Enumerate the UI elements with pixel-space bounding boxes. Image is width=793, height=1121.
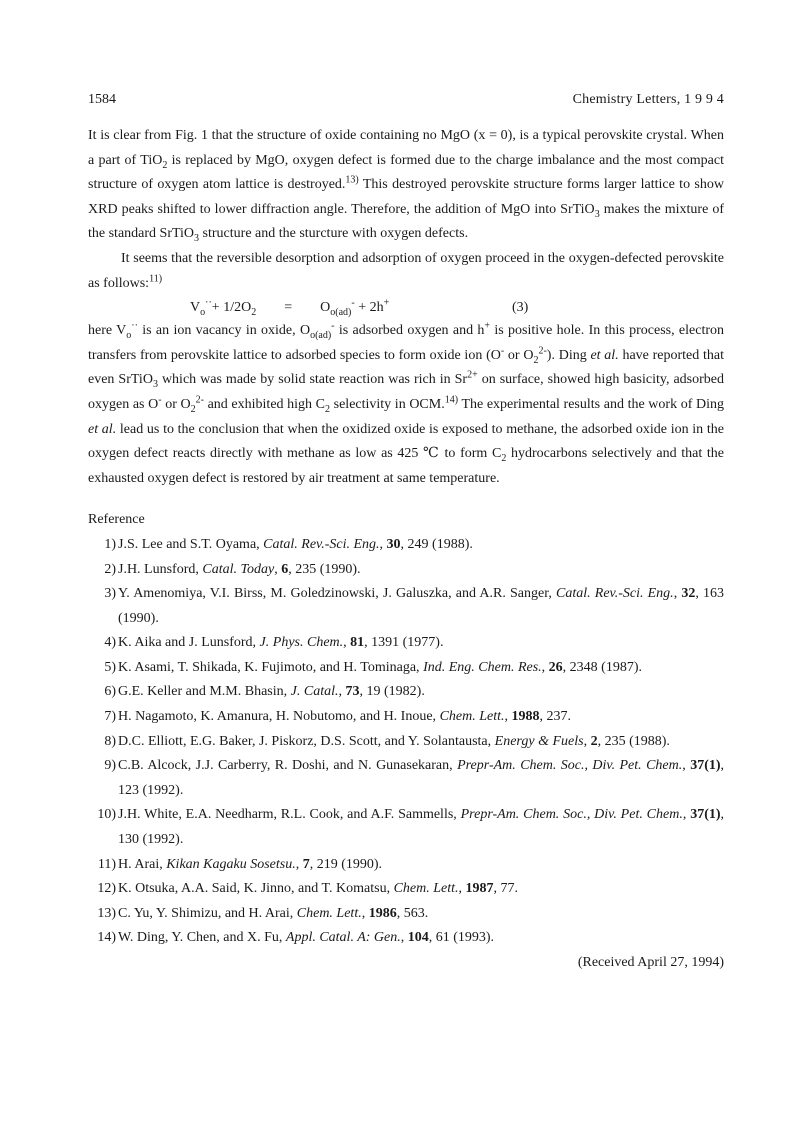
reference-number: 9) [104, 758, 116, 774]
reference-pages-year: , 219 (1990). [309, 856, 383, 872]
reference-authors: H. Nagamoto, K. Amanura, H. Nobutomo, and H. Inoue, [118, 709, 440, 725]
reference-authors: H. Arai, [118, 856, 167, 872]
reference-journal: Energy & Fuels [494, 733, 584, 749]
reference-item: 2) J.H. Lunsford, Catal. Today, 6, 235 (1990). [88, 558, 724, 583]
paragraph-2: It seems that the reversible desorption and adsorption of oxygen proceed in the oxygen-defected perovskite as follows:$^{11)}$ [88, 250, 724, 291]
reference-pages-year: , 19 (1982). [359, 684, 425, 700]
reference-item: 5) K. Asami, T. Shikada, K. Fujimoto, and H. Tominaga, Ind. Eng. Chem. Res., 26, 2348 (1987). [88, 656, 724, 681]
reference-pages-year: , 77. [493, 881, 519, 897]
reference-volume: 81 [350, 635, 365, 651]
reference-authors: K. Aika and J. Lunsford, [118, 635, 260, 651]
reference-number: 7) [104, 709, 116, 725]
reference-number: 6) [104, 684, 116, 700]
reference-authors: J.H. Lunsford, [118, 561, 203, 577]
reference-journal: J. Catal. [290, 684, 339, 700]
reference-volume: 32 [681, 586, 696, 602]
reference-item: 6) G.E. Keller and M.M. Bhasin, J. Catal., 73, 19 (1982). [88, 680, 724, 705]
citation: 11) [149, 272, 163, 284]
reference-number: 4) [104, 635, 116, 651]
reference-pages-year: , 1391 (1977). [364, 635, 444, 651]
reference-authors: Y. Amenomiya, V.I. Birss, M. Goledzinowski, J. Galuszka, and A.R. Sanger, [118, 586, 556, 602]
reference-pages-year: , 249 (1988). [400, 536, 473, 552]
reference-number: 1) [104, 536, 116, 552]
reference-volume: 1987 [465, 881, 494, 897]
reference-pages-year: , 563. [396, 905, 429, 921]
reference-item: 9) C.B. Alcock, J.J. Carberry, R. Doshi, and N. Gunasekaran, Prepr-Am. Chem. Soc., Div. Pet. Chem., 37(1), 123 (1992). [88, 754, 724, 803]
equation-3 [88, 296, 724, 319]
reference-journal: Appl. Catal. A: Gen. [285, 930, 401, 946]
reference-journal: Catal. Rev.-Sci. Eng. [263, 536, 380, 552]
reference-pages-year: , 130 (1992). [118, 807, 725, 848]
reference-pages-year: , 61 (1993). [428, 930, 495, 946]
reference-number: 2) [104, 561, 116, 577]
reference-item: 10) J.H. White, E.A. Needharm, R.L. Cook, and A.F. Sammells, Prepr-Am. Chem. Soc., Div. Pet. Chem., 37(1), 130 (1992). [88, 803, 724, 852]
reference-journal: J. Phys. Chem. [259, 635, 344, 651]
reference-authors: J.S. Lee and S.T. Oyama, [118, 536, 264, 552]
reference-pages-year: , 123 (1992). [118, 758, 725, 798]
reference-authors: W. Ding, Y. Chen, and X. Fu, [118, 930, 286, 946]
reference-item: 7) H. Nagamoto, K. Amanura, H. Nobutomo, and H. Inoue, Chem. Lett., 1988, 237. [88, 705, 724, 730]
reference-item: 14) W. Ding, Y. Chen, and X. Fu, Appl. Catal. A: Gen., 104, 61 (1993). [88, 926, 724, 951]
reference-volume: 7 [302, 856, 310, 872]
reference-journal: Chem. Lett. [393, 881, 459, 897]
reference-pages-year: , 163 (1990). [118, 586, 725, 626]
reference-authors: C. Yu, Y. Shimizu, and H. Arai, [118, 905, 297, 921]
reference-journal: Chem. Lett. [439, 709, 505, 725]
reference-number: 3) [104, 586, 116, 602]
reference-journal: Kikan Kagaku Sosetsu. [166, 856, 296, 872]
reference-item: 11) H. Arai, Kikan Kagaku Sosetsu., 7, 219 (1990). [88, 853, 724, 878]
reference-number: 11) [97, 856, 116, 872]
equation-number: (3) [512, 300, 529, 316]
reference-number: 13) [97, 905, 116, 921]
reference-authors: G.E. Keller and M.M. Bhasin, [118, 684, 291, 700]
reference-journal: Catal. Rev.-Sci. Eng. [555, 586, 674, 602]
reference-journal: Chem. Lett. [296, 905, 362, 921]
citation: 14) [444, 394, 459, 406]
reference-pages-year: , 235 (1988). [597, 733, 670, 749]
references-list [88, 533, 724, 951]
reference-authors: K. Asami, T. Shikada, K. Fujimoto, and H. Tominaga, [118, 659, 424, 675]
paragraph-1: It is clear from Fig. 1 that the structure of oxide containing no MgO (x = 0), is a typical perovskite crystal. When a part of TiO$_2$ is replaced by MgO, oxygen defect is formed due to the charge imbalance and the most compact structure of oxygen atom lattice is destroyed.$^{13)}$ This destroyed perovskite structure forms larger lattice to show XRD peaks shifted to lower diffraction angle. Therefore, the addition of MgO into SrTiO$_3$ makes the mixture of the standard SrTiO$_3$ structure and the sturcture with oxygen defects. [88, 128, 725, 245]
reference-number: 8) [104, 733, 116, 749]
reference-item: 4) K. Aika and J. Lunsford, J. Phys. Chem., 81, 1391 (1977). [88, 631, 724, 656]
journal-name: Chemistry Letters, 1 9 9 4 [572, 92, 724, 107]
reference-journal: Prepr-Am. Chem. Soc., Div. Pet. Chem. [460, 807, 683, 823]
reference-volume: 2 [590, 733, 598, 749]
reference-authors: K. Otsuka, A.A. Said, K. Jinno, and T. Komatsu, [118, 881, 394, 897]
reference-volume: 26 [548, 659, 563, 675]
reference-number: 14) [97, 930, 116, 946]
reference-pages-year: , 237. [539, 709, 572, 725]
reference-volume: 104 [407, 930, 429, 946]
reference-volume: 37(1) [690, 807, 721, 823]
reference-authors: D.C. Elliott, E.G. Baker, J. Piskorz, D.S. Scott, and Y. Solantausta, [118, 733, 495, 749]
reference-journal: Catal. Today [202, 561, 275, 577]
reference-number: 5) [104, 659, 116, 675]
reference-number: 12) [97, 881, 116, 897]
reference-item: 1) J.S. Lee and S.T. Oyama, Catal. Rev.-Sci. Eng., 30, 249 (1988). [88, 533, 724, 558]
reference-authors: J.H. White, E.A. Needharm, R.L. Cook, and A.F. Sammells, [118, 807, 461, 823]
paragraph-3: here $V_o^{\cdot\cdot}$ is an ion vacancy in oxide, $O_{o(ad)}^-$ is adsorbed oxygen and h+ is positive hole. In this process, electron transfers from perovskite lattice to adsorbed species to form oxide ion (O- or $O_2^{2-}$). Ding et al. have reported that even SrTiO$_3$ which was made by solid state reaction was rich in $Sr^{2+}$ on surface, showed high basicity, adsorbed oxygen as O- or $O_2^{2-}$ and exhibited high $C_2$ selectivity in OCM.$^{14)}$ The experimental results and the work of Ding et al. lead us to the conclusion that when the oxidized oxide is exposed to methane, the adsorbed oxide ion in the oxygen defect reacts directly with methane as low as 425 ℃ to form $C_2$ hydrocarbons selectively and that the exhausted oxygen defect is restored by air treatment at same temperature. [88, 320, 725, 486]
reference-authors: C.B. Alcock, J.J. Carberry, R. Doshi, and N. Gunasekaran, [118, 758, 458, 774]
reference-pages-year: , 2348 (1987). [562, 659, 642, 675]
reference-item: 12) K. Otsuka, A.A. Said, K. Jinno, and T. Komatsu, Chem. Lett., 1987, 77. [88, 877, 724, 902]
reference-pages-year: , 235 (1990). [288, 561, 361, 577]
reference-number: 10) [97, 807, 116, 823]
reference-item: 13) C. Yu, Y. Shimizu, and H. Arai, Chem. Lett., 1986, 563. [88, 902, 724, 927]
citation: 13) [345, 174, 359, 186]
reference-item: 3) Y. Amenomiya, V.I. Birss, M. Goledzinowski, J. Galuszka, and A.R. Sanger, Catal. Rev.-Sci. Eng., 32, 163 (1990). [88, 582, 724, 631]
references-heading: Reference [88, 512, 145, 528]
page-body [88, 124, 724, 976]
received-date: (Received April 27, 1994) [577, 955, 724, 970]
reference-volume: 6 [281, 561, 289, 577]
reference-volume: 73 [345, 684, 360, 700]
reference-journal: Prepr-Am. Chem. Soc., Div. Pet. Chem. [457, 758, 683, 774]
reference-volume: 30 [386, 536, 401, 552]
reference-volume: 37(1) [690, 758, 721, 774]
reference-volume: 1986 [368, 905, 397, 921]
equation-body: $V_o^{\cdot\cdot}+ 1/2O_2 = O_{o(ad)}^- + 2h^+$ [190, 297, 390, 318]
page-number: 1584 [88, 92, 116, 107]
reference-item: 8) D.C. Elliott, E.G. Baker, J. Piskorz, D.S. Scott, and Y. Solantausta, Energy & Fuels, 2, 235 (1988). [88, 730, 724, 755]
reference-volume: 1988 [511, 709, 540, 725]
reference-journal: Ind. Eng. Chem. Res. [423, 659, 542, 675]
